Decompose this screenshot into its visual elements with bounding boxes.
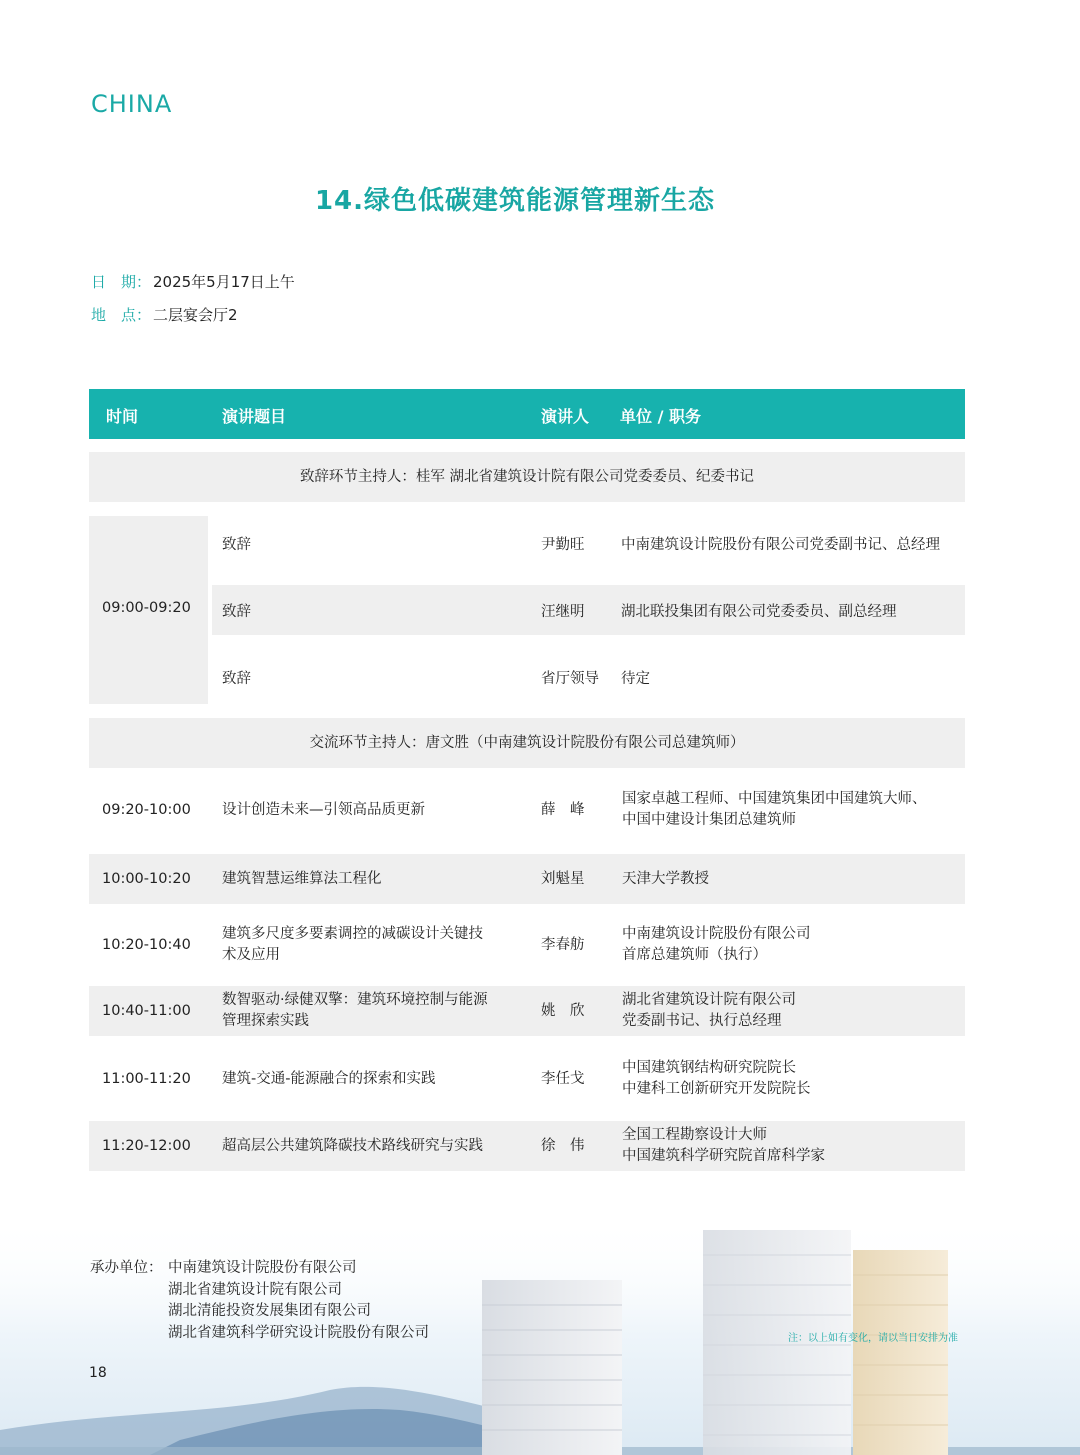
place-label: 地 点： xyxy=(91,306,152,324)
organizer-label: 承办单位： xyxy=(90,1260,163,1276)
row-speaker: 徐 伟 xyxy=(541,1137,585,1154)
organizer-list xyxy=(168,1258,568,1344)
row-topic: 致辞 xyxy=(222,671,251,687)
row-unit: 中南建筑设计院股份有限公司党委副书记、总经理 xyxy=(621,537,940,553)
organizer-item: 湖北省建筑科学研究设计院股份有限公司 xyxy=(168,1324,429,1341)
row-topic xyxy=(222,785,522,835)
topic-line: 数智驱动·绿健双擎：建筑环境控制与能源 xyxy=(222,992,488,1008)
organizer-item: 中南建筑设计院股份有限公司 xyxy=(168,1260,357,1276)
row-speaker: 汪继明 xyxy=(541,604,585,620)
topic-line: 术及应用 xyxy=(222,947,280,963)
opening-row xyxy=(212,585,965,635)
row-unit xyxy=(622,854,967,904)
host-row-opening: 致辞环节主持人：桂军 湖北省建筑设计院有限公司党委委员、纪委书记 xyxy=(89,452,965,502)
unit-line: 国家卓越工程师、中国建筑集团中国建筑大师、 xyxy=(622,791,927,807)
row-unit xyxy=(622,920,967,970)
row-topic xyxy=(222,920,522,970)
row-unit: 待定 xyxy=(621,671,650,687)
session-row xyxy=(89,854,965,904)
place-value: 二层宴会厅2 xyxy=(153,306,238,324)
page-title: 14.绿色低碳建筑能源管理新生态 xyxy=(314,186,716,216)
row-speaker: 刘魁星 xyxy=(541,870,585,887)
row-unit xyxy=(622,785,967,835)
date-value: 2025年5月17日上午 xyxy=(153,273,295,291)
host-row-exchange: 交流环节主持人：唐文胜（中南建筑设计院股份有限公司总建筑师） xyxy=(89,718,965,768)
meta-date xyxy=(91,271,295,292)
topic-line: 建筑-交通-能源融合的探索和实践 xyxy=(222,1070,436,1087)
topic-line: 建筑多尺度多要素调控的减碳设计关键技 xyxy=(222,926,483,942)
row-speaker: 李任戈 xyxy=(541,1070,585,1087)
unit-line: 中南建筑设计院股份有限公司 xyxy=(622,926,811,942)
table-header xyxy=(89,389,965,439)
topic-line: 超高层公共建筑降碳技术路线研究与实践 xyxy=(222,1137,483,1154)
row-time: 11:00-11:20 xyxy=(102,1070,191,1087)
organizer-item: 湖北清能投资发展集团有限公司 xyxy=(168,1303,371,1319)
opening-time-cell xyxy=(89,516,208,704)
row-time: 10:00-10:20 xyxy=(102,870,191,887)
unit-line: 天津大学教授 xyxy=(622,870,709,887)
organizer-item: 湖北省建筑设计院有限公司 xyxy=(168,1281,342,1298)
row-topic xyxy=(222,1054,522,1104)
row-unit xyxy=(622,986,967,1036)
session-row xyxy=(89,1121,965,1171)
header-unit: 单位 / 职务 xyxy=(620,407,701,426)
row-speaker: 李春舫 xyxy=(541,936,585,953)
page-number: 18 xyxy=(89,1365,107,1381)
row-topic: 致辞 xyxy=(222,604,251,620)
schedule-table xyxy=(89,389,965,1164)
row-topic xyxy=(222,986,522,1036)
meta-place xyxy=(91,304,238,325)
unit-line: 中国建筑科学研究院首席科学家 xyxy=(622,1148,825,1164)
brand-label: CHINA xyxy=(91,90,173,118)
unit-line: 湖北省建筑设计院有限公司 xyxy=(622,992,796,1008)
topic-line: 管理探索实践 xyxy=(222,1013,309,1029)
row-time: 09:20-10:00 xyxy=(102,801,191,818)
row-time: 11:20-12:00 xyxy=(102,1137,191,1154)
header-speaker: 演讲人 xyxy=(541,407,590,426)
unit-line: 首席总建筑师（执行） xyxy=(622,947,767,963)
session-row xyxy=(89,1054,965,1104)
row-topic: 致辞 xyxy=(222,537,251,553)
change-note: 注：以上如有变化，请以当日安排为准 xyxy=(788,1333,958,1344)
row-speaker: 姚 欣 xyxy=(541,1002,585,1019)
row-speaker: 尹勤旺 xyxy=(541,537,585,553)
header-topic: 演讲题目 xyxy=(222,407,287,426)
row-topic xyxy=(222,854,522,904)
unit-line: 中国中建设计集团总建筑师 xyxy=(622,812,796,828)
topic-line: 设计创造未来—引领高品质更新 xyxy=(222,801,425,818)
session-row xyxy=(89,920,965,970)
session-row xyxy=(89,785,965,835)
topic-line: 建筑智慧运维算法工程化 xyxy=(222,870,382,887)
date-label: 日 期： xyxy=(91,273,152,291)
opening-time: 09:00-09:20 xyxy=(102,600,191,616)
row-time: 10:40-11:00 xyxy=(102,1002,191,1019)
unit-line: 党委副书记、执行总经理 xyxy=(622,1013,782,1029)
unit-line: 中建科工创新研究开发院院长 xyxy=(622,1081,811,1097)
row-topic xyxy=(222,1121,522,1171)
row-unit xyxy=(622,1121,967,1171)
row-speaker: 薛 峰 xyxy=(541,801,585,818)
opening-row xyxy=(212,518,965,568)
row-speaker: 省厅领导 xyxy=(541,671,599,687)
header-time: 时间 xyxy=(106,407,139,426)
opening-row xyxy=(212,652,965,702)
row-time: 10:20-10:40 xyxy=(102,936,191,953)
unit-line: 全国工程勘察设计大师 xyxy=(622,1127,767,1143)
row-unit: 湖北联投集团有限公司党委委员、副总经理 xyxy=(621,604,897,620)
row-unit xyxy=(622,1054,967,1104)
unit-line: 中国建筑钢结构研究院院长 xyxy=(622,1060,796,1076)
session-row xyxy=(89,986,965,1036)
